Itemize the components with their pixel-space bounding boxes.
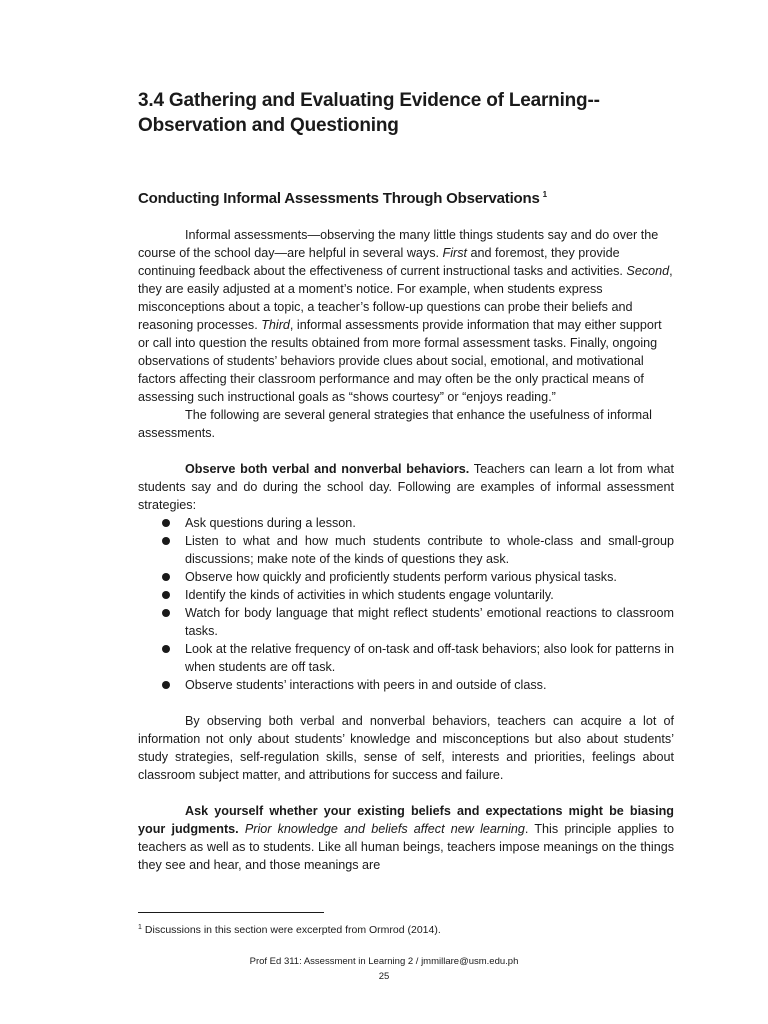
list-item-text: Watch for body language that might reflect students’ emotional reactions to classroom tasks. — [185, 606, 674, 638]
strategy-2-paragraph — [138, 802, 674, 874]
bullet-icon — [162, 645, 170, 653]
bullet-icon — [162, 537, 170, 545]
list-item-text: Ask questions during a lesson. — [185, 516, 356, 530]
intro-text-2: and foremost, they provide continuing feedback about the effectiveness of current instructional tasks and activities. — [138, 246, 627, 278]
strategy-1-text: Teachers can learn a lot from what students say and do during the school day. Following are examples of informal assessment strategies: — [138, 462, 674, 512]
page-content — [138, 88, 674, 874]
footnote-text: Discussions in this section were excerpted from Ormrod (2014). — [144, 924, 441, 936]
list-item — [138, 676, 674, 694]
page-title: 3.4 Gathering and Evaluating Evidence of Learning--Observation and Questioning — [138, 90, 600, 136]
footer-course: Prof Ed 311: Assessment in Learning 2 / jmmillare@usm.edu.ph — [249, 956, 519, 967]
list-item — [138, 514, 674, 532]
page-number: 25 — [378, 971, 390, 982]
list-item-text: Listen to what and how much students contribute to whole-class and small-group discussions; make note of the kinds of questions they ask. — [185, 534, 674, 566]
list-item-text: Observe how quickly and proficiently students perform various physical tasks. — [185, 570, 617, 584]
list-item-text: Observe students’ interactions with peers in and outside of class. — [185, 678, 547, 692]
bullet-icon — [162, 519, 170, 527]
strategy-1-bullet-list — [138, 514, 674, 694]
footnote-mark: 1 — [138, 924, 142, 931]
list-item-text: Identify the kinds of activities in which students engage voluntarily. — [185, 588, 554, 602]
bullet-icon — [162, 573, 170, 581]
intro-paragraph — [138, 226, 674, 406]
footnote — [138, 921, 441, 937]
section-heading-text: Conducting Informal Assessments Through Observations — [138, 190, 540, 207]
bullet-icon — [162, 591, 170, 599]
intro-emphasis-first: First — [442, 246, 467, 260]
footnote-divider — [138, 912, 324, 913]
body-text — [138, 226, 674, 874]
intro-text-1: Informal assessments—observing the many little things students say and do over the course of the school day—are helpful in several ways. — [138, 228, 659, 260]
intro-emphasis-second: Second — [626, 264, 670, 278]
list-item — [138, 604, 674, 640]
list-item — [138, 568, 674, 586]
list-item — [138, 640, 674, 676]
intro-text-3: , they are easily adjusted at a moment’s notice. For example, when students express misconceptions about a topic, a teacher’s follow-up questions can probe their beliefs and reasoning processes. — [138, 264, 673, 332]
list-item — [138, 586, 674, 604]
section-heading — [138, 185, 674, 209]
list-item — [138, 532, 674, 568]
intro-emphasis-third: Third — [261, 318, 290, 332]
list-item-text: Look at the relative frequency of on-task and off-task behaviors; also look for patterns in when students are off task. — [185, 642, 674, 674]
footnote-ref: 1 — [542, 190, 547, 199]
intro-text-4: , informal assessments provide information that may either support or call into question the results obtained from more formal assessment tasks. Finally, ongoing observations of students’ behaviors provide clues about social, emotional, and motivational factors affecting their classroom performance and may often be the only practical means of assessing such instructional goals as “shows courtesy” or “enjoys reading.” — [138, 318, 662, 404]
strategy-2-lead: Ask yourself whether your existing beliefs and expectations might be biasing your judgments. — [138, 804, 674, 836]
intro-followup: The following are several general strategies that enhance the usefulness of informal assessments. — [138, 408, 652, 440]
strategy-1-summary: By observing both verbal and nonverbal behaviors, teachers can acquire a lot of information not only about students’ knowledge and misconceptions but also about students’ study strategies, self-regulation skills, sense of self, interests and priorities, feelings about classroom subject matter, and attributions for success and failure. — [138, 714, 674, 782]
strategy-2-text: . This principle applies to teachers as well as to students. Like all human beings, teachers impose meanings on the things they see and hear, and those meanings are — [138, 822, 675, 872]
bullet-icon — [162, 609, 170, 617]
bullet-icon — [162, 681, 170, 689]
strategy-1-lead: Observe both verbal and nonverbal behaviors. — [185, 462, 470, 476]
strategy-2-italic: Prior knowledge and beliefs affect new learning — [244, 822, 525, 836]
strategy-1-paragraph — [138, 460, 674, 514]
